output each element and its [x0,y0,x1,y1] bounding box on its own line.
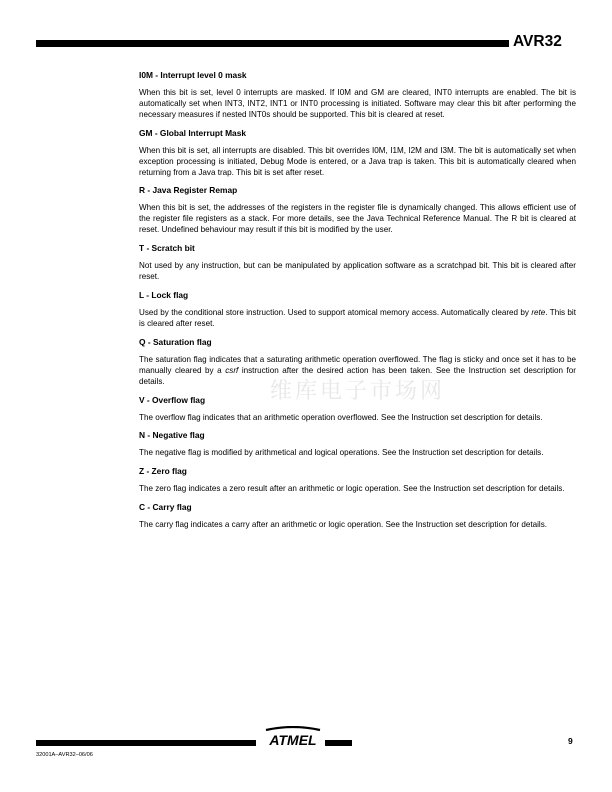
section-title: R - Java Register Remap [139,185,238,196]
section-v [139,395,576,424]
instruction-name: csrf [225,365,239,375]
section-text: Not used by any instruction, but can be manipulated by application software as a scratchpad bit. This bit is cleared after reset. [139,261,576,282]
section-text: The carry flag indicates a carry after an arithmetic or logic operation. See the Instruction set description for details. [139,520,548,530]
section-text: The zero flag indicates a zero result after an arithmetic or logic operation. See the Instruction set description for details. [139,484,565,494]
section-title: T - Scratch bit [139,243,195,254]
section-c [139,502,576,531]
document-code: 32001A–AVR32–06/06 [36,752,93,758]
watermark: 维库电子市场网 [270,379,446,404]
section-l [139,290,576,330]
page-content [139,70,576,538]
logo-text: ATMEL [269,732,317,748]
section-r [139,185,576,236]
section-z [139,466,576,495]
text-part: . This bit is cleared after reset. [139,307,576,328]
section-title: Z - Zero flag [139,466,187,477]
section-title: V - Overflow flag [139,394,206,405]
section-t [139,243,576,283]
page-number: 9 [568,736,573,746]
section-text [139,355,576,388]
section-text: When this bit is set, the addresses of the registers in the register file is dynamically changed. This allows efficient use of the register file registers as a stack. For more details, see the Java Technical Reference Manual. The R bit is cleared at reset. Undefined behaviour may result if this bit is modified by the user. [139,203,576,235]
section-title: N - Negative flag [139,430,205,441]
text-part: The saturation flag indicates that a saturating arithmetic operation overflowed. The flag is sticky and once set it has to be manually cleared by a [139,354,576,375]
atmel-logo [262,726,324,748]
section-text: When this bit is set, level 0 interrupts are masked. If I0M and GM are cleared, INT0 interrupts are enabled. The bit is automatically set when INT3, INT2, INT1 or INT0 processing is initiated. Software may clear this bit after performing the necessary measures if nested INT0s should be supported. This bit is cleared at reset. [139,88,576,119]
section-text: When this bit is set, all interrupts are disabled. This bit overrides I0M, I1M, I2M and I3M. The bit is automatically set when exception processing is initiated, Debug Mode is entered, or a Java trap is taken. This bit is automatically cleared when returning from a Java trap. This bit is set after reset. [139,145,576,177]
footer-rule-right [325,740,352,746]
header-title: AVR32 [513,33,562,50]
section-title: I0M - Interrupt level 0 mask [139,70,247,80]
footer-rule-left [36,740,256,746]
section-gm [139,128,576,179]
text-part: Used by the conditional store instruction. Used to support atomical memory access. Automatically cleared by [139,307,532,317]
section-text: The negative flag is modified by arithmetical and logical operations. See the Instruction set description for details. [139,448,544,458]
text-part: instruction after the desired action has been taken. See the Instruction set description for details. [139,365,576,386]
header-rule [36,40,509,47]
section-title: Q - Saturation flag [139,336,212,347]
section-q [139,337,576,388]
instruction-name: rete [531,307,546,317]
section-title: L - Lock flag [139,289,189,300]
section-text: The overflow flag indicates that an arithmetic operation overflowed. See the Instruction set description for details. [139,412,543,422]
section-i0m [139,70,576,121]
section-title: C - Carry flag [139,502,192,513]
section-text [139,308,576,330]
section-n [139,430,576,459]
section-title: GM - Global Interrupt Mask [139,127,247,138]
